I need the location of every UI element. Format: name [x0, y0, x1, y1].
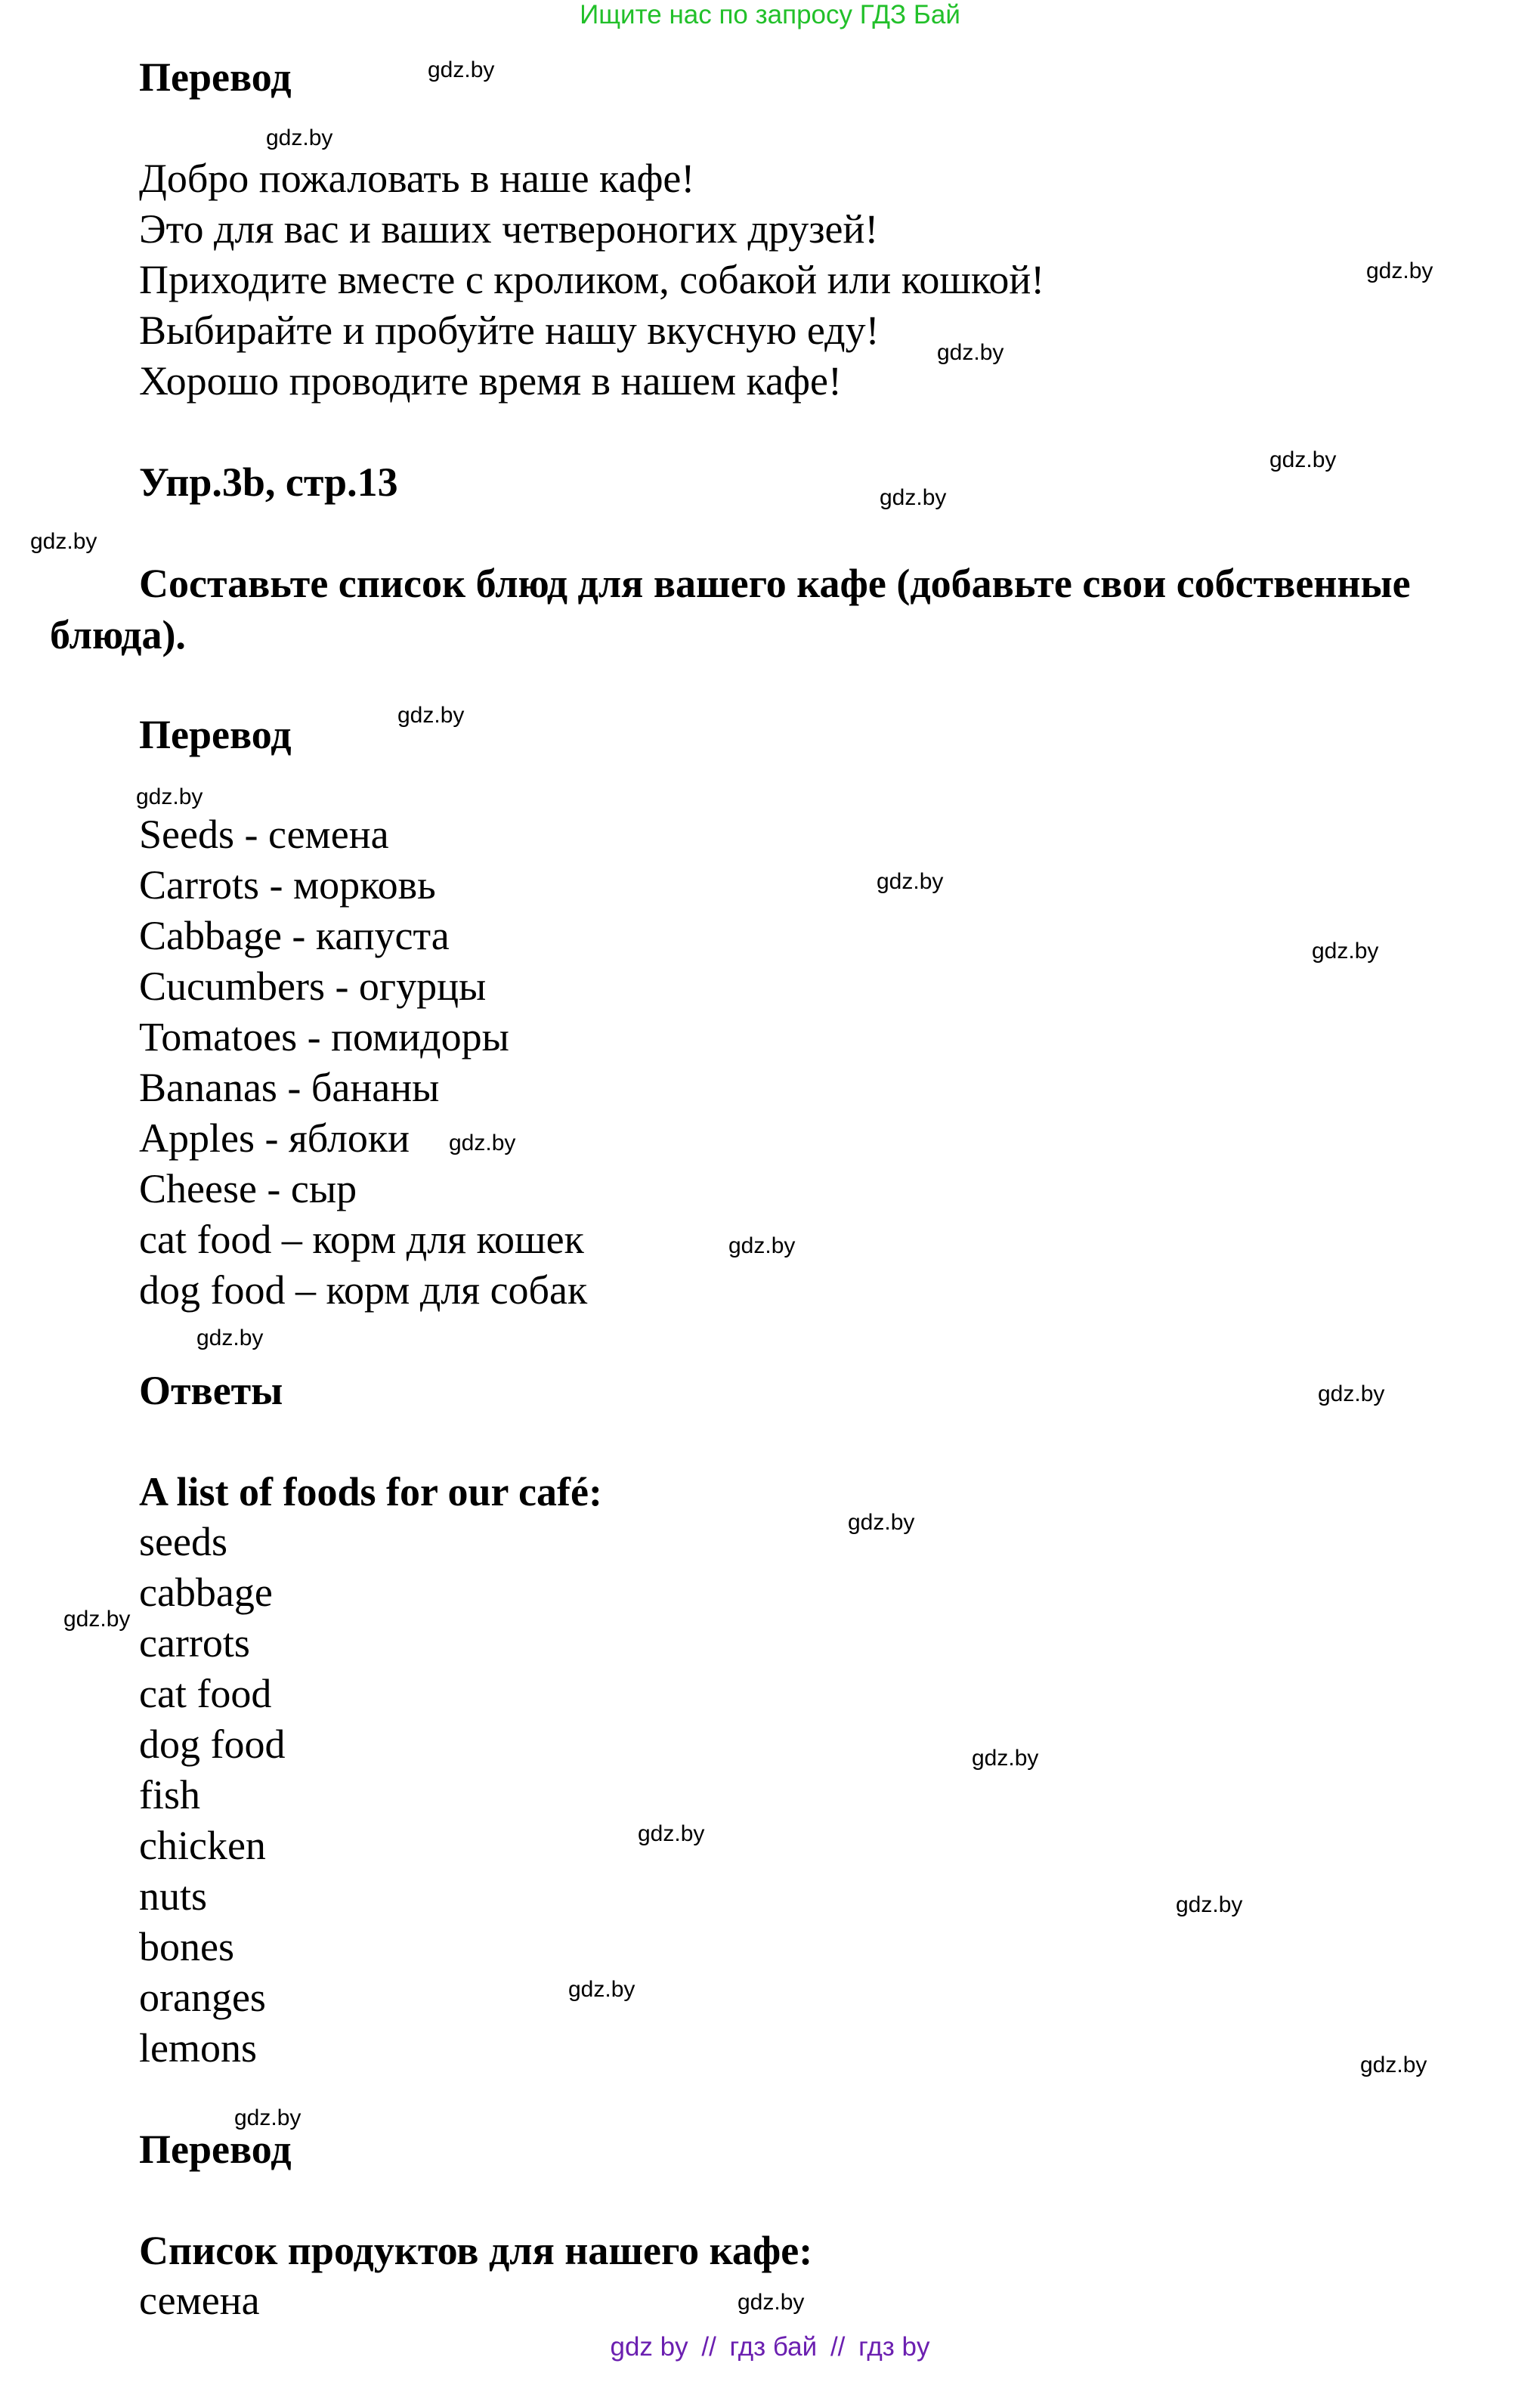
section3-list-title: Список продуктов для нашего кафе:	[139, 2228, 813, 2273]
watermark-text: gdz.by	[1366, 258, 1433, 283]
answer-item: lemons	[139, 2025, 257, 2071]
vocab-line: Seeds - семена	[139, 812, 389, 857]
vocab-line: Cabbage - капуста	[139, 913, 450, 958]
answer-item: dog food	[139, 1722, 286, 1767]
watermark-text: gdz.by	[1269, 447, 1337, 472]
watermark-text: gdz.by	[638, 1821, 705, 1846]
watermark-text: gdz.by	[848, 1510, 915, 1535]
watermark-text: gdz.by	[568, 1977, 635, 2002]
answers-list-title: A list of foods for our café:	[139, 1469, 602, 1514]
footer-link-gdz-by-ru[interactable]: гдз by	[858, 2332, 930, 2362]
section1-line: Добро пожаловать в наше кафе!	[139, 156, 695, 201]
vocab-line: Apples - яблоки	[139, 1115, 410, 1161]
vocab-line: Cheese - сыр	[139, 1166, 357, 1211]
watermark-text: gdz.by	[877, 869, 944, 894]
watermark-text: gdz.by	[266, 125, 333, 150]
section3-item: семена	[139, 2278, 260, 2323]
answer-item: cat food	[139, 1671, 272, 1716]
watermark-text: gdz.by	[880, 485, 947, 510]
answer-item: bones	[139, 1924, 234, 1969]
vocab-line: Tomatoes - помидоры	[139, 1014, 509, 1060]
answer-item: oranges	[139, 1975, 266, 2020]
section1-line: Это для вас и ваших четвероногих друзей!	[139, 206, 879, 252]
watermark-text: gdz.by	[449, 1131, 516, 1155]
answer-item: chicken	[139, 1823, 266, 1868]
exercise-title: Упр.3b, стр.13	[139, 459, 398, 505]
search-hint-link[interactable]: Ищите нас по запросу ГДЗ Бай	[580, 0, 960, 29]
section3-heading: Перевод	[139, 2127, 292, 2172]
vocab-line: cat food – корм для кошек	[139, 1217, 584, 1262]
answer-item: fish	[139, 1772, 200, 1817]
section1-line: Выбирайте и пробуйте нашу вкусную еду!	[139, 308, 880, 353]
answer-item: nuts	[139, 1873, 208, 1919]
watermark-text: gdz.by	[1318, 1381, 1385, 1406]
watermark-text: gdz.by	[937, 340, 1004, 365]
watermark-text: gdz.by	[1176, 1892, 1243, 1917]
watermark-text: gdz.by	[63, 1607, 131, 1632]
vocab-line: Carrots - морковь	[139, 862, 436, 908]
section2-heading: Перевод	[139, 712, 292, 757]
watermark-text: gdz.by	[397, 703, 465, 728]
watermark-text: gdz.by	[196, 1326, 264, 1350]
section1-line: Хорошо проводите время в нашем кафе!	[139, 358, 842, 404]
footer-links	[0, 2332, 1540, 2362]
exercise-task-line2: блюда).	[50, 612, 186, 657]
watermark-text: gdz.by	[428, 57, 495, 82]
vocab-line: Bananas - бананы	[139, 1065, 440, 1110]
exercise-task-line1: Составьте список блюд для вашего кафе (добавьте свои собственные	[139, 561, 1411, 606]
footer-separator: //	[701, 2332, 716, 2362]
watermark-text: gdz.by	[1360, 2053, 1427, 2077]
watermark-text: gdz.by	[234, 2105, 302, 2130]
answers-heading: Ответы	[139, 1368, 283, 1413]
vocab-line: Cucumbers - огурцы	[139, 964, 487, 1009]
section1-line: Приходите вместе с кроликом, собакой или кошкой!	[139, 257, 1045, 302]
watermark-text: gdz.by	[30, 529, 97, 554]
watermark-text: gdz.by	[1312, 939, 1379, 964]
answer-item: carrots	[139, 1620, 250, 1666]
answer-item: cabbage	[139, 1570, 273, 1615]
answer-item: seeds	[139, 1519, 227, 1564]
section1-heading: Перевод	[139, 54, 292, 100]
watermark-text: gdz.by	[728, 1233, 796, 1258]
watermark-text: gdz.by	[972, 1746, 1039, 1771]
footer-separator: //	[830, 2332, 846, 2362]
vocab-line: dog food – корм для собак	[139, 1267, 588, 1313]
footer-link-gdz-by[interactable]: gdz by	[610, 2332, 688, 2362]
watermark-text: gdz.by	[136, 784, 203, 809]
watermark-text: gdz.by	[738, 2290, 805, 2315]
footer-link-gdz-bai[interactable]: гдз бай	[729, 2332, 818, 2362]
